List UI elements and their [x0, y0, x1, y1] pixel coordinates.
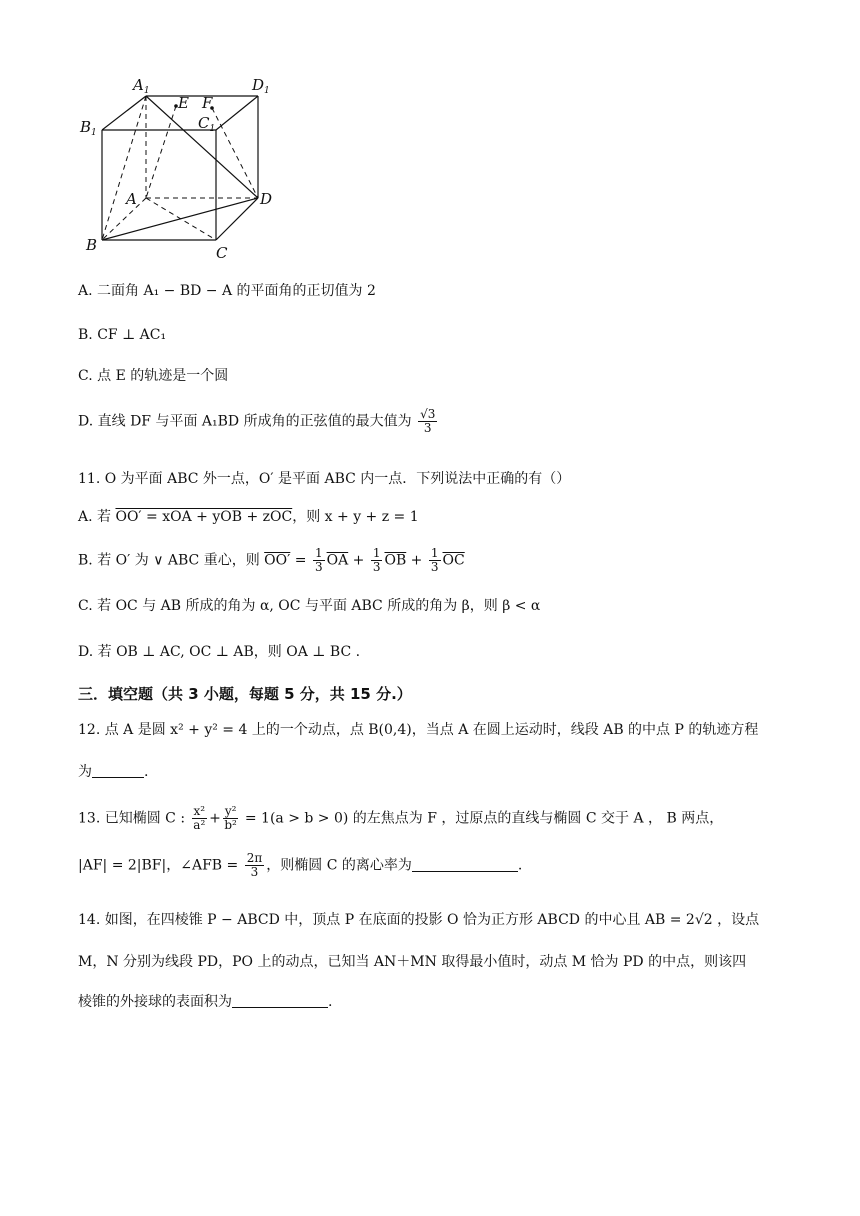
q12-line-2 — [78, 762, 148, 782]
q10-option-b: B. CF ⊥ AC₁ — [78, 327, 167, 343]
frac-2pi-3: $\frac{2\pi}{3}$ — [246, 851, 263, 879]
q14-line-3 — [78, 992, 332, 1012]
label-a: A — [126, 190, 137, 208]
q10-option-d — [78, 408, 439, 435]
q13-line-2 — [78, 852, 522, 879]
vec-ob: $\overline{OB}$ — [384, 552, 407, 569]
vec-oa: $\overline{OA}$ — [326, 552, 349, 569]
q13-prefix: 13. 已知椭圆 C : — [78, 810, 186, 827]
label-c1: $C_1$ — [198, 114, 216, 134]
q12-line-1: 12. 点 A 是圆 x² + y² = 4 上的一个动点，点 B(0,4)，当点 A 在圆上运动时，线段 AB 的中点 P 的轨迹方程 — [78, 722, 759, 738]
q14-line-1: 14. 如图，在四棱锥 P − ABCD 中，顶点 P 在底面的投影 O 恰为正方形 ABCD 的中心且 AB = 2√2 ，设点 — [78, 912, 760, 928]
q11-b-lhs: OO′ — [264, 552, 291, 569]
section-3-heading: 三．填空题（共 3 小题，每题 5 分，共 15 分.） — [78, 685, 412, 703]
q14-period: . — [328, 994, 333, 1010]
q13-line2-prefix: |AF| = 2|BF|，∠AFB = — [78, 857, 239, 874]
q13-answer-blank[interactable] — [412, 857, 518, 872]
q13-suffix: = 1(a > b > 0) 的左焦点为 F ，过原点的直线与椭圆 C 交于 A ， B 两点， — [244, 810, 724, 827]
q11-stem: 11. O 为平面 ABC 外一点，O′ 是平面 ABC 内一点．下列说法中正确的有（） — [78, 471, 571, 487]
label-d: D — [260, 190, 273, 208]
label-e: E — [178, 94, 189, 112]
label-b: B — [86, 236, 98, 254]
frac-y2-b2: $\frac{\text{y²}}{\text{b²}}$ — [224, 804, 237, 832]
frac-1-3-a: $\frac{1}{3}$ — [314, 546, 323, 574]
q14-line-2: M，N 分别为线段 PD，PO 上的动点，已知当 AN＋MN 取得最小值时，动点 M 恰为 PD 的中点，则该四 — [78, 954, 747, 970]
q14-answer-blank[interactable] — [232, 993, 328, 1008]
label-b1: $B_1$ — [80, 118, 97, 138]
q11-a-suffix: ，则 x + y + z = 1 — [292, 509, 419, 525]
q12-period: . — [144, 764, 149, 780]
cube-figure — [78, 70, 288, 262]
vec-oc: $\overline{OC}$ — [442, 552, 465, 569]
label-d1: $D_1$ — [252, 76, 270, 96]
q10-option-a: A. 二面角 A₁ − BD − A 的平面角的正切值为 2 — [78, 283, 376, 299]
sqrt3-over-3: $\frac{√3}{3}$ — [420, 407, 436, 435]
frac-1-3-c: $\frac{1}{3}$ — [430, 546, 439, 574]
label-f: F — [202, 94, 213, 112]
q11-a-vector-eq: OO′ = xOA + yOB + zOC — [115, 509, 293, 525]
q10-option-d-text: D. 直线 DF 与平面 A₁BD 所成角的正弦值的最大值为 — [78, 413, 412, 430]
q13-line2-text: ，则椭圆 C 的离心率为 — [266, 857, 412, 874]
q11-option-c: C. 若 OC 与 AB 所成的角为 α, OC 与平面 ABC 所成的角为 β，则 β < α — [78, 598, 541, 614]
q10-option-c: C. 点 E 的轨迹是一个圆 — [78, 368, 229, 384]
q11-option-a — [78, 507, 419, 527]
q11-option-b: B. 若 O′ 为 ∨ ABC 重心，则 OO′ = $\frac{1}{3}$ $\overline{OA}$ + $\frac{1}{3}$ $\overline{OB}$ + $\frac{1}{3}$ $\overline{OC}$ — [78, 546, 465, 574]
q14-prefix: 棱锥的外接球的表面积为 — [78, 994, 232, 1010]
label-c: C — [216, 244, 228, 262]
label-a1: $A_1$ — [133, 76, 150, 96]
q13-line-1 — [78, 805, 723, 832]
q13-plus: + — [209, 810, 221, 827]
q11-b-prefix: B. 若 O′ 为 ∨ ABC 重心，则 — [78, 552, 260, 569]
q12-prefix: 为 — [78, 764, 92, 780]
q13-period: . — [517, 857, 523, 874]
q11-a-prefix: A. 若 — [78, 509, 112, 525]
q11-option-d: D. 若 OB ⊥ AC, OC ⊥ AB，则 OA ⊥ BC . — [78, 644, 361, 660]
frac-1-3-b: $\frac{1}{3}$ — [372, 546, 381, 574]
q12-answer-blank[interactable] — [92, 763, 144, 778]
frac-x2-a2: $\frac{\text{x²}}{\text{a²}}$ — [193, 804, 206, 832]
